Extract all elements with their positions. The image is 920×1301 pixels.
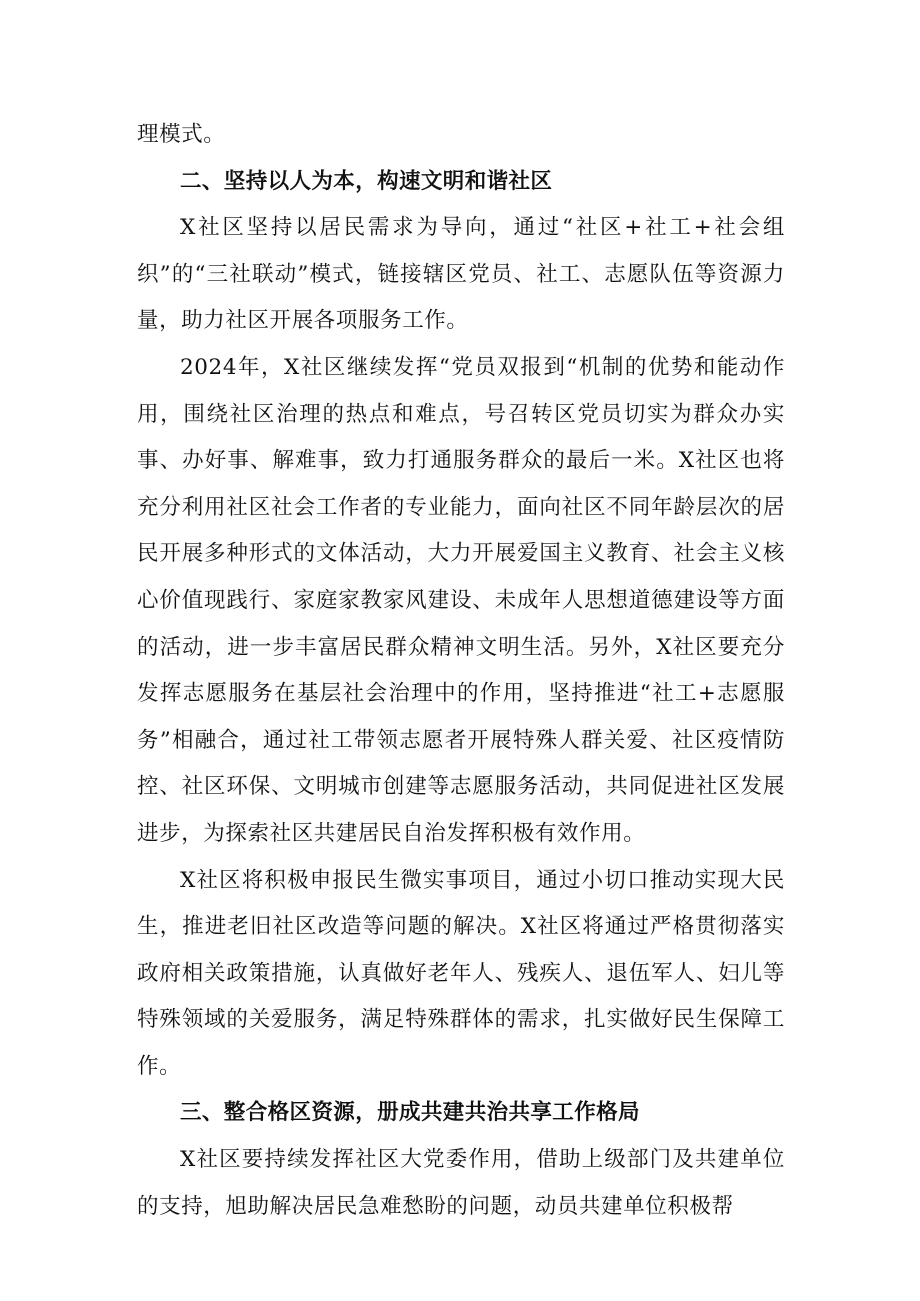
document-body: [137, 112, 785, 1230]
paragraph-4: X社区要持续发挥社区大党委作用，借助上级部门及共建单位的支持，旭助解决居民急难愁盼的问题，动员共建单位积极帮: [137, 1147, 785, 1219]
paragraph-3: X社区将积极申报民生微实事项目，通过小切口推动实现大民生，推进老旧社区改造等问题的解决。X社区将通过严格贯彻落实政府相关政策措施，认真做好老年人、残疾人、退伍军人、妇儿等特殊领域的关爱服务，满足特殊群体的需求，扎实做好民生保障工作。: [137, 867, 785, 1079]
section-heading-2: 二、坚持以人为本，构速文明和谐社区: [180, 168, 553, 194]
section-heading-3: 三、整合格区资源，册成共建共治共享工作格局: [180, 1100, 640, 1126]
paragraph-1: X社区坚持以居民需求为导向，通过“社区+社工+社会组织”的“三社联动”模式，链接辖区党员、社工、志愿队伍等资源力量，助力社区开展各项服务工作。: [137, 215, 785, 334]
paragraph-continued: 理模式。: [137, 122, 226, 147]
paragraph-2: 2024年，X社区继续发挥“党员双报到“机制的优势和能动作用，围绕社区治理的热点和难点，号召转区党员切实为群众办实事、办好事、解难事，致力打通服务群众的最后一米。X社区也将充分利用社区社会工作者的专业能力，面向社区不同年龄层次的居民开展多种形式的文体活动，大力开展爱国主义教育、社会主义核心价值现践行、家庭家教家风建设、未成年人思想道德建设等方面的活动，进一步丰富居民群众精神文明生活。另外，X社区要充分发挥志愿服务在基层社会治理中的作用，坚持推进“社工+志愿服务”相融合，通过社工带领志愿者开展特殊人群关爱、社区疫情防控、社区环保、文明城市创建等志愿服务活动，共同促进社区发展进步，为探索社区共建居民自治发挥积极有效作用。: [137, 354, 785, 846]
